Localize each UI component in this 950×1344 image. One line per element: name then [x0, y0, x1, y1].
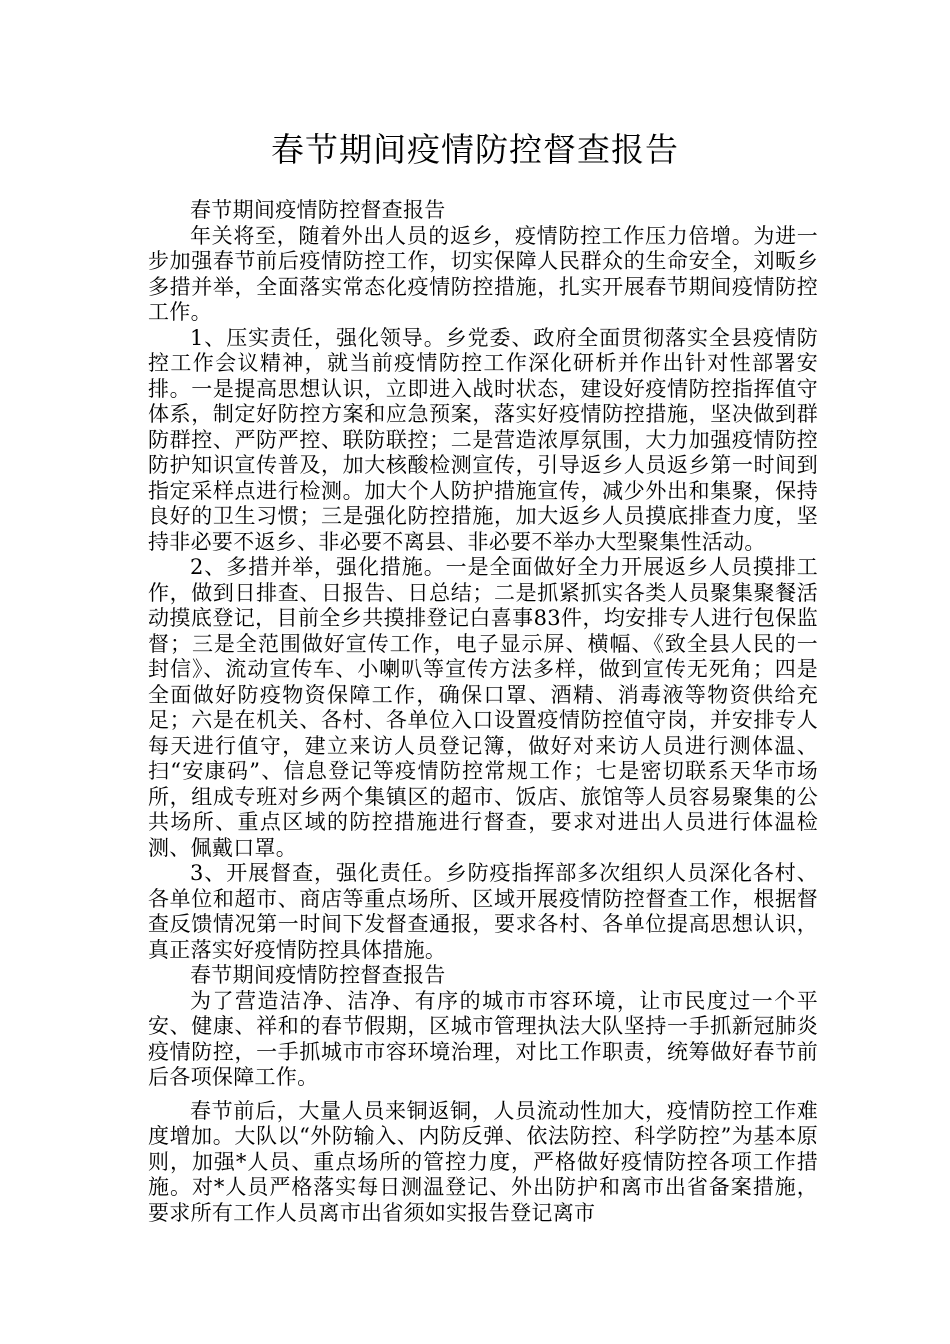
paragraph: 1、压实责任，强化领导。乡党委、政府全面贯彻落实全县疫情防控工作会议精神，就当前疫情防控工作深化研析并作出针对性部署安排。一是提高思想认识，立即进入战时状态，建设好疫情防控指挥值守体系，制定好防控方案和应急预案，落实好疫情防控措施，坚决做到群防群控、严防严控、联防联控；二是营造浓厚氛围，大力加强疫情防控防护知识宣传普及，加大核酸检测宣传，引导返乡人员返乡第一时间到指定采样点进行检测。加大个人防护措施宣传，减少外出和集聚，保持良好的卫生习惯；三是强化防控措施，加大返乡人员摸底排查力度，坚持非必要不返乡、非必要不离县、非必要不举办大型聚集性活动。: [148, 325, 818, 554]
document-title: 春节期间疫情防控督查报告: [271, 130, 679, 169]
paragraph: 3、开展督查，强化责任。乡防疫指挥部多次组织人员深化各村、各单位和超市、商店等重点场所、区域开展疫情防控督查工作，根据督查反馈情况第一时间下发督查通报，要求各村、各单位提高思想认识，真正落实好疫情防控具体措施。: [148, 861, 818, 962]
document-body: [148, 198, 818, 1226]
paragraph: 春节前后，大量人员来铜返铜，人员流动性加大，疫情防控工作难度增加。大队以“外防输入、内防反弹、依法防控、科学防控”为基本原则，加强*人员、重点场所的管控力度，严格做好疫情防控各项工作措施。对*人员严格落实每日测温登记、外出防护和离市出省备案措施，要求所有工作人员离市出省须如实报告登记离市: [148, 1098, 818, 1225]
paragraph: 为了营造洁净、洁净、有序的城市市容环境，让市民度过一个平安、健康、祥和的春节假期，区城市管理执法大队坚持一手抓新冠肺炎疫情防控，一手抓城市市容环境治理，对比工作职责，统筹做好春节前后各项保障工作。: [148, 988, 818, 1089]
sub-heading: 春节期间疫情防控督查报告: [190, 963, 446, 987]
paragraph: 2、多措并举，强化措施。一是全面做好全力开展返乡人员摸排工作，做到日排查、日报告、日总结；二是抓紧抓实各类人员聚集聚餐活动摸底登记，目前全乡共摸排登记白喜事83件，均安排专人进行包保监督；三是全范围做好宣传工作，电子显示屏、横幅、《致全县人民的一封信》、流动宣传车、小喇叭等宣传方法多样，做到宣传无死角；四是全面做好防疫物资保障工作，确保口罩、酒精、消毒液等物资供给充足；六是在机关、各村、各单位入口设置疫情防控值守岗，并安排专人每天进行值守，建立来访人员登记簿，做好对来访人员进行测体温、扫“安康码”、信息登记等疫情防控常规工作；七是密切联系天华市场所，组成专班对乡两个集镇区的超市、饭店、旅馆等人员容易聚集的公共场所、重点区域的防控措施进行督查，要求对进出人员进行体温检测、佩戴口罩。: [148, 555, 818, 860]
paragraph: 年关将至，随着外出人员的返乡，疫情防控工作压力倍增。为进一步加强春节前后疫情防控工作，切实保障人民群众的生命安全，刘畈乡多措并举，全面落实常态化疫情防控措施，扎实开展春节期间疫情防控工作。: [148, 223, 818, 324]
sub-heading: 春节期间疫情防控督查报告: [190, 198, 446, 222]
